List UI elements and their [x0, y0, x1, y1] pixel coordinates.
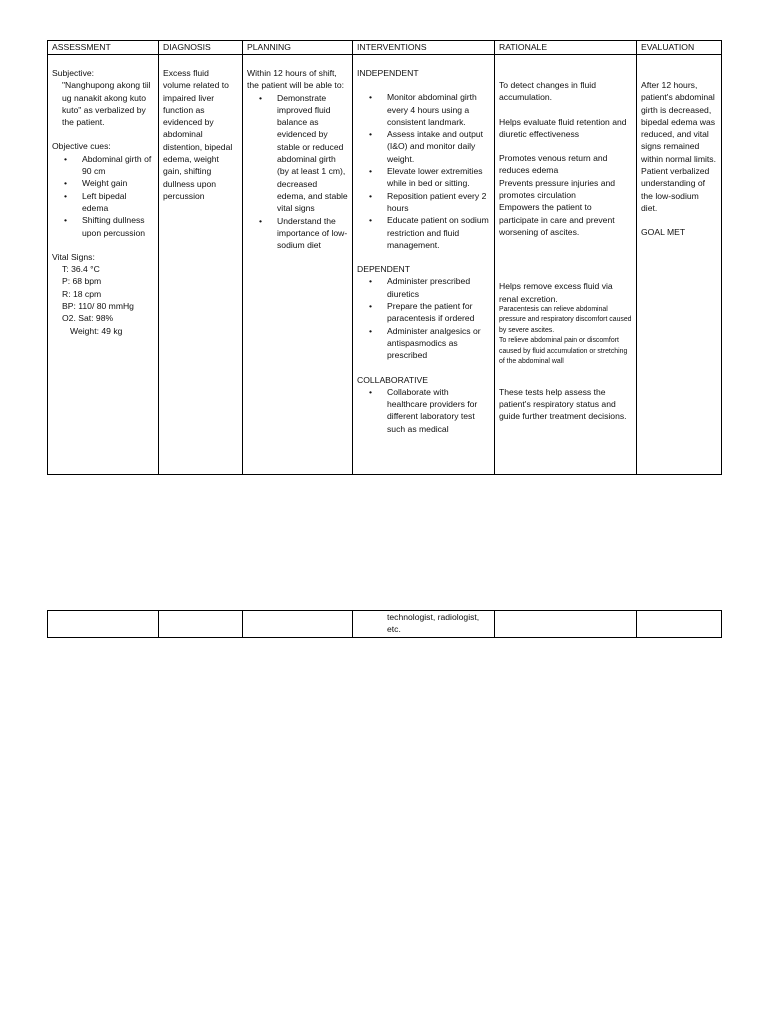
objective-cue: • Left bipedal edema: [82, 190, 154, 215]
diagnosis-cell: [159, 611, 243, 638]
header-rationale: RATIONALE: [495, 41, 637, 55]
objective-label: Objective cues:: [52, 141, 111, 152]
intervention-item: • Reposition patient every 2 hours: [387, 190, 490, 215]
evaluation-cell: [637, 611, 722, 638]
objective-cue: • Shifting dullness upon percussion: [82, 214, 154, 239]
continuation-row: [48, 611, 722, 638]
planning-cell: [243, 55, 353, 475]
collaborative-list: [357, 386, 490, 435]
header-diagnosis: DIAGNOSIS: [159, 41, 243, 55]
evaluation-text: After 12 hours, patient's abdominal girth is decreased, bipedal edema was reduced, and vital signs remained within normal limits. Patient verbalized understanding of the low-sodium diet.: [641, 80, 716, 213]
objective-cue: • Abdominal girth of 90 cm: [82, 153, 154, 178]
vital-sign: T: 36.4 °C: [62, 264, 100, 275]
intervention-item: • Educate patient on sodium restriction and fluid management.: [387, 214, 490, 251]
planning-intro: Within 12 hours of shift, the patient will be able to:: [247, 68, 344, 91]
vital-sign: R: 18 cpm: [62, 288, 102, 299]
rationale-item: Paracentesis can relieve abdominal pressure and respiratory discomfort caused by severe ascites.: [499, 305, 632, 334]
header-evaluation: EVALUATION: [637, 41, 722, 55]
header-row: [48, 41, 722, 55]
rationale-item: To relieve abdominal pain or discomfort caused by fluid accumulation or stretching of the abdominal wall: [499, 337, 628, 366]
intervention-item: • Prepare the patient for paracentesis if ordered: [387, 300, 490, 325]
vital-sign: O2. Sat: 98%: [62, 313, 114, 324]
independent-list: [357, 91, 490, 251]
diagnosis-cell: [159, 55, 243, 475]
nursing-care-plan-table: [47, 40, 722, 475]
rationale-item: Promotes venous return and reduces edema: [499, 153, 608, 176]
vital-sign: P: 68 bpm: [62, 276, 102, 287]
evaluation-status: GOAL MET: [641, 227, 686, 238]
planning-goals-list: [247, 92, 348, 252]
assessment-cell: [48, 611, 159, 638]
dependent-label: DEPENDENT: [357, 264, 411, 275]
vital-signs-label: Vital Signs:: [52, 251, 95, 262]
planning-cell: [243, 611, 353, 638]
diagnosis-text: Excess fluid volume related to impaired liver function as evidenced by abdominal distention, bipedal edema, weight gain, shifting dullness upon percussion: [163, 68, 233, 201]
collaborative-label: COLLABORATIVE: [357, 374, 428, 385]
objective-cue: • Weight gain: [82, 177, 154, 189]
rationale-cell: [495, 55, 637, 475]
intervention-item: • Administer prescribed diuretics: [387, 275, 490, 300]
rationale-item: Empowers the patient to participate in care and prevent worsening of ascites.: [499, 202, 615, 237]
header-assessment: ASSESSMENT: [48, 41, 159, 55]
rationale-cell: [495, 611, 637, 638]
rationale-item: Prevents pressure injuries and promotes circulation: [499, 177, 616, 201]
subjective-quote: "Nanghupong akong tiil ug nanakit akong kuto kuto" as verbalized by the patient.: [62, 80, 151, 128]
intervention-item: • Assess intake and output (I&O) and monitor daily weight.: [387, 128, 490, 165]
header-planning: PLANNING: [243, 41, 353, 55]
rationale-item: Helps remove excess fluid via renal excretion.: [499, 281, 613, 304]
continuation-table: [47, 610, 722, 638]
interventions-cell: [353, 611, 495, 638]
objective-cues-list: [52, 153, 154, 239]
independent-label: INDEPENDENT: [357, 68, 419, 78]
planning-goal: • Demonstrate improved fluid balance as evidenced by stable or reduced abdominal girth (by at least 1 cm), decreased edema, and stable vital signs: [277, 92, 348, 215]
header-interventions: INTERVENTIONS: [353, 41, 495, 55]
rationale-item: To detect changes in fluid accumulation.: [499, 80, 596, 103]
rationale-item: Helps evaluate fluid retention and diuretic effectiveness: [499, 116, 627, 139]
evaluation-cell: [637, 55, 722, 475]
assessment-cell: [48, 55, 159, 475]
intervention-item: • Administer analgesics or antispasmodics as prescribed: [387, 325, 490, 362]
vital-sign: Weight: 49 kg: [70, 325, 123, 336]
subjective-label: Subjective:: [52, 68, 95, 78]
intervention-item: • Monitor abdominal girth every 4 hours using a consistent landmark.: [387, 91, 490, 128]
dependent-list: [357, 275, 490, 361]
intervention-item: • Collaborate with healthcare providers for different laboratory test such as medical: [387, 386, 490, 435]
intervention-item: • Elevate lower extremities while in bed or sitting.: [387, 165, 490, 190]
care-plan-row: [48, 55, 722, 475]
collaborative-continuation: technologist, radiologist, etc.: [387, 612, 480, 635]
interventions-cell: [353, 55, 495, 475]
vital-sign: BP: 110/ 80 mmHg: [62, 301, 134, 312]
rationale-item: These tests help assess the patient's respiratory status and guide further treatment decisions.: [499, 386, 627, 422]
planning-goal: • Understand the importance of low-sodium diet: [277, 215, 348, 252]
